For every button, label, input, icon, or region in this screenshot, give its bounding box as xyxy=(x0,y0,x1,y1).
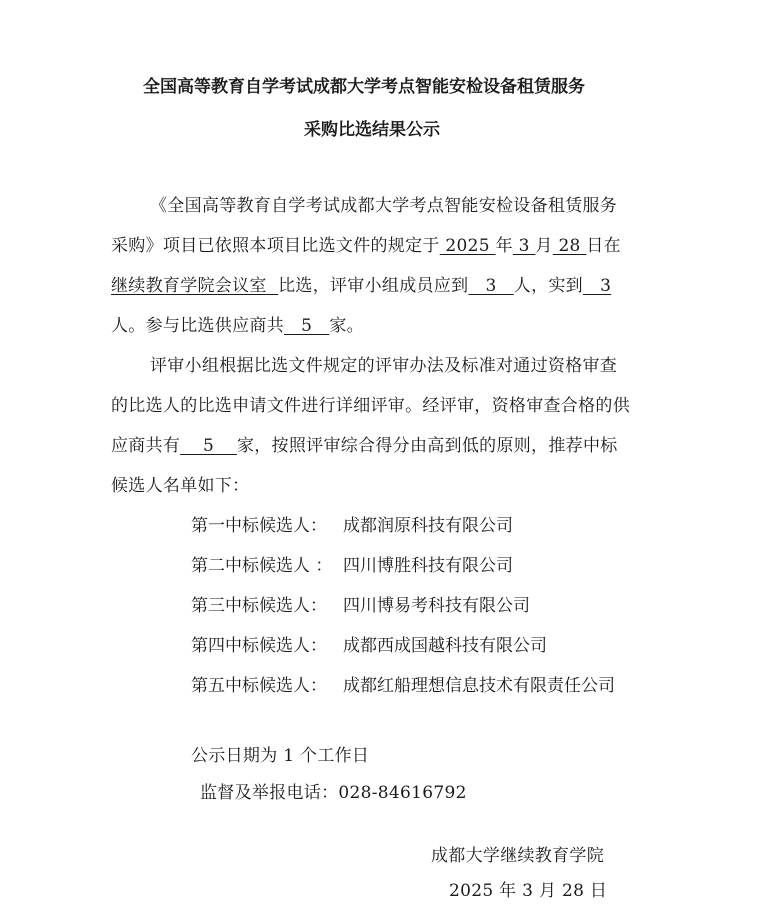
p2-line-4: 候选人名单如下： xyxy=(111,476,250,496)
candidate-name: 成都西成国越科技有限公司 xyxy=(343,636,547,656)
title-line-1: 全国高等教育自学考试成都大学考点智能安检设备租赁服务 xyxy=(143,77,585,97)
actual-count-field: 3 xyxy=(582,276,612,296)
candidate-name: 四川博易考科技有限公司 xyxy=(343,596,530,616)
p1-line-1: 《全国高等教育自学考试成都大学考点智能安检设备租赁服务 xyxy=(150,196,618,216)
candidate-name: 成都红船理想信息技术有限责任公司 xyxy=(343,676,615,696)
candidate-label: 第三中标候选人： xyxy=(191,596,327,616)
candidate-item xyxy=(191,511,513,536)
candidate-label: 第四中标候选人： xyxy=(191,636,327,656)
month-field: 3 xyxy=(512,236,536,256)
p2-line-1: 评审小组根据比选文件规定的评审办法及标准对通过资格审查 xyxy=(150,356,618,376)
candidate-label: 第五中标候选人： xyxy=(191,676,327,696)
candidate-item xyxy=(191,591,530,616)
title-line-2: 采购比选结果公示 xyxy=(304,120,440,140)
qualified-count-field: 5 xyxy=(180,436,237,456)
year-field: 2025 xyxy=(439,236,496,256)
p1-line-3: 继续教育学院会议室 比选，评审小组成员应到 3 人，实到 3 xyxy=(111,276,612,296)
should-count-field: 3 xyxy=(468,276,514,296)
issue-date: 2025 年 3 月 28 日 xyxy=(449,881,608,901)
candidate-item xyxy=(191,551,513,576)
candidate-item xyxy=(191,631,547,656)
candidate-name: 四川博胜科技有限公司 xyxy=(343,556,513,576)
candidate-item xyxy=(191,671,615,696)
issuer: 成都大学继续教育学院 xyxy=(431,846,604,866)
p2-line-2: 的比选人的比选申请文件进行详细评审。经评审，资格审查合格的供 xyxy=(111,396,630,416)
supplier-count-field: 5 xyxy=(284,316,330,336)
day-field: 28 xyxy=(552,236,587,256)
p1-line-4: 人。参与比选供应商共 5 家。 xyxy=(111,316,364,336)
candidate-name: 成都润原科技有限公司 xyxy=(343,516,513,536)
notice-period: 公示日期为 1 个工作日 xyxy=(191,746,370,766)
p1-line-2: 采购》项目已依照本项目比选文件的规定于 2025 年 3 月 28 日在 xyxy=(111,236,621,256)
hotline: 监督及举报电话：028-84616792 xyxy=(200,783,467,803)
candidate-label: 第二中标候选人 ： xyxy=(191,556,333,576)
p2-line-3: 应商共有 5 家，按照评审综合得分由高到低的原则，推荐中标 xyxy=(111,436,618,456)
location-field: 继续教育学院会议室 xyxy=(111,276,279,296)
candidate-label: 第一中标候选人： xyxy=(191,516,327,536)
